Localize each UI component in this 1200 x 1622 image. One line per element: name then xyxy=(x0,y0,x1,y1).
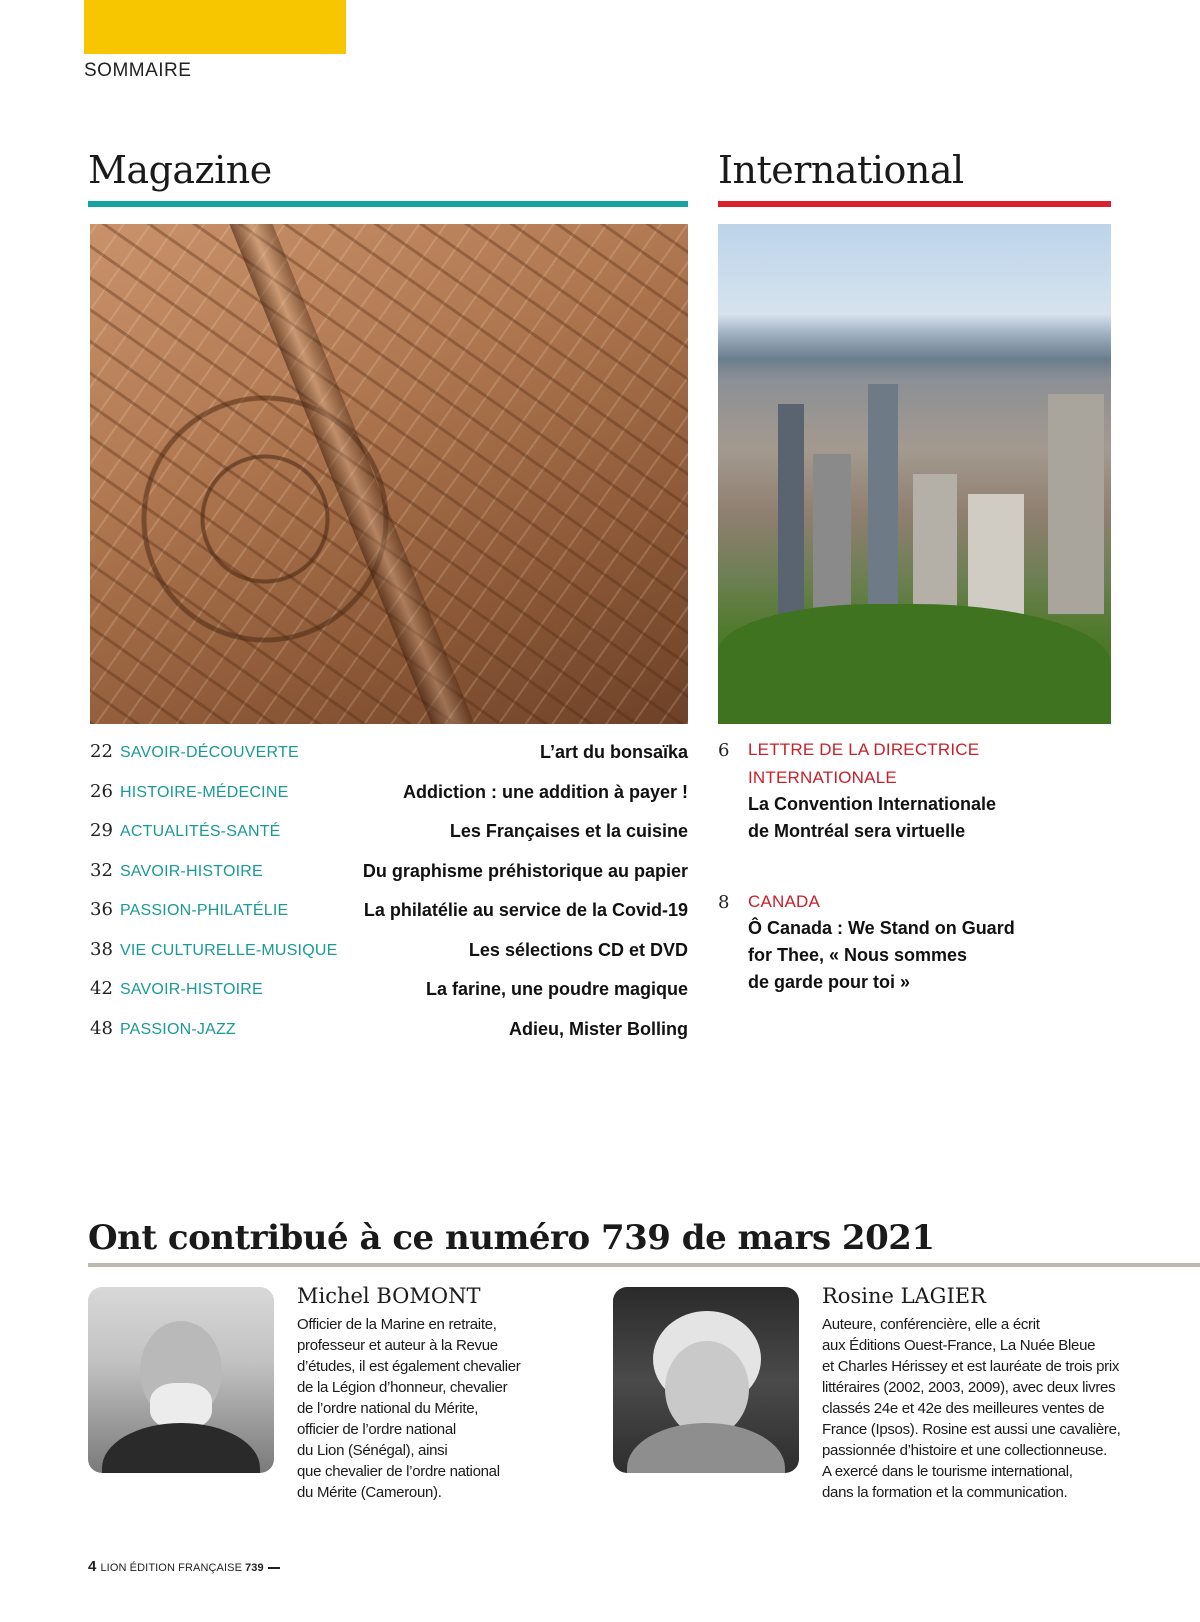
publication-name: LION ÉDITION FRANÇAISE xyxy=(100,1562,243,1574)
toc-row[interactable] xyxy=(90,978,688,1006)
toc-page-number: 26 xyxy=(90,781,113,802)
contributor-bio: Auteure, conférencière, elle a écrit aux Éditions Ouest-France, La Nuée Bleue et Charles Hérissey et est lauréate de trois prix littéraires (2002, 2003, 2009), avec deux livres classés 24e et 42e des meilleures ventes de France (Ipsos). Rosine est aussi une cavalière, passionnée d’histoire et une collectionneuse. A exercé dans le tourisme international, dans la formation et la communication. xyxy=(822,1316,1121,1501)
cuneiform-tablet-photo xyxy=(90,224,688,724)
toc-title: Les Françaises et la cuisine xyxy=(449,821,688,841)
toc-rubric: PASSION-PHILATÉLIE xyxy=(120,902,289,919)
international-heading: International xyxy=(718,148,964,192)
toc-title: Addiction : une addition à payer ! xyxy=(402,782,688,802)
toc-title: L’art du bonsaïka xyxy=(539,742,688,762)
toc-rubric: SAVOIR-HISTOIRE xyxy=(120,981,263,998)
toc-page-number: 22 xyxy=(90,741,113,762)
toc-title: La farine, une poudre magique xyxy=(425,979,688,999)
international-rule xyxy=(718,201,1111,207)
toc-title: Du graphisme préhistorique au papier xyxy=(362,861,688,881)
toc-rubric: SAVOIR-HISTOIRE xyxy=(120,863,263,880)
toc-page-number: 48 xyxy=(90,1018,113,1039)
toc-page-number: 29 xyxy=(90,820,113,841)
toc-row[interactable] xyxy=(90,781,688,809)
toc-title: Adieu, Mister Bolling xyxy=(508,1019,688,1039)
toc-row[interactable] xyxy=(90,1018,688,1046)
avatar xyxy=(613,1287,799,1473)
toc-title: Ô Canada : We Stand on Guard xyxy=(748,918,1015,938)
toc-row[interactable] xyxy=(90,820,688,848)
toc-page-number: 38 xyxy=(90,939,113,960)
contributor-bio: Officier de la Marine en retraite, professeur et auteur à la Revue d’études, il est également chevalier de la Légion d’honneur, chevalier de l’ordre national du Mérite, officier de l’ordre national du Lion (Sénégal), ainsi que chevalier de l’ordre national du Mérite (Cameroun). xyxy=(297,1316,521,1501)
montreal-skyline-photo xyxy=(718,224,1111,724)
toc-row[interactable] xyxy=(90,939,688,967)
contributor-name: Michel BOMONT xyxy=(297,1284,481,1308)
toc-rubric: HISTOIRE-MÉDECINE xyxy=(120,784,289,801)
toc-rubric: PASSION-JAZZ xyxy=(120,1021,236,1038)
toc-title: La Convention Internationale xyxy=(748,794,997,814)
toc-rubric: ACTUALITÉS-SANTÉ xyxy=(120,823,281,840)
magazine-heading: Magazine xyxy=(88,148,272,192)
toc-row[interactable] xyxy=(90,741,688,769)
footer-dash xyxy=(268,1567,280,1569)
toc-row[interactable] xyxy=(90,899,688,927)
toc-row[interactable] xyxy=(90,860,688,888)
page-footer xyxy=(88,1558,280,1575)
toc-title: de Montréal sera virtuelle xyxy=(748,821,966,841)
toc-page-number: 36 xyxy=(90,899,113,920)
toc-rubric: VIE CULTURELLE-MUSIQUE xyxy=(120,942,338,959)
contributors-heading: Ont contribué à ce numéro 739 de mars 2021 xyxy=(88,1218,935,1258)
toc-page-number: 32 xyxy=(90,860,113,881)
toc-rubric: LETTRE DE LA DIRECTRICE xyxy=(748,740,980,759)
toc-title: Les sélections CD et DVD xyxy=(468,940,688,960)
toc-page-number: 6 xyxy=(718,740,730,761)
toc-title: for Thee, « Nous sommes xyxy=(748,945,968,965)
toc-title: de garde pour toi » xyxy=(748,972,911,992)
toc-title: La philatélie au service de la Covid-19 xyxy=(363,900,688,920)
toc-page-number: 42 xyxy=(90,978,113,999)
contributors-rule xyxy=(88,1263,1200,1267)
magazine-rule xyxy=(88,201,688,207)
issue-number: 739 xyxy=(245,1562,264,1574)
toc-rubric: SAVOIR-DÉCOUVERTE xyxy=(120,744,299,761)
page-section-label: SOMMAIRE xyxy=(84,60,192,81)
contributor-name: Rosine LAGIER xyxy=(822,1284,986,1308)
page-number: 4 xyxy=(88,1558,97,1575)
header-yellow-bar xyxy=(84,0,346,54)
avatar xyxy=(88,1287,274,1473)
toc-rubric: INTERNATIONALE xyxy=(748,768,897,787)
toc-rubric: CANADA xyxy=(748,892,821,911)
toc-page-number: 8 xyxy=(718,892,730,913)
